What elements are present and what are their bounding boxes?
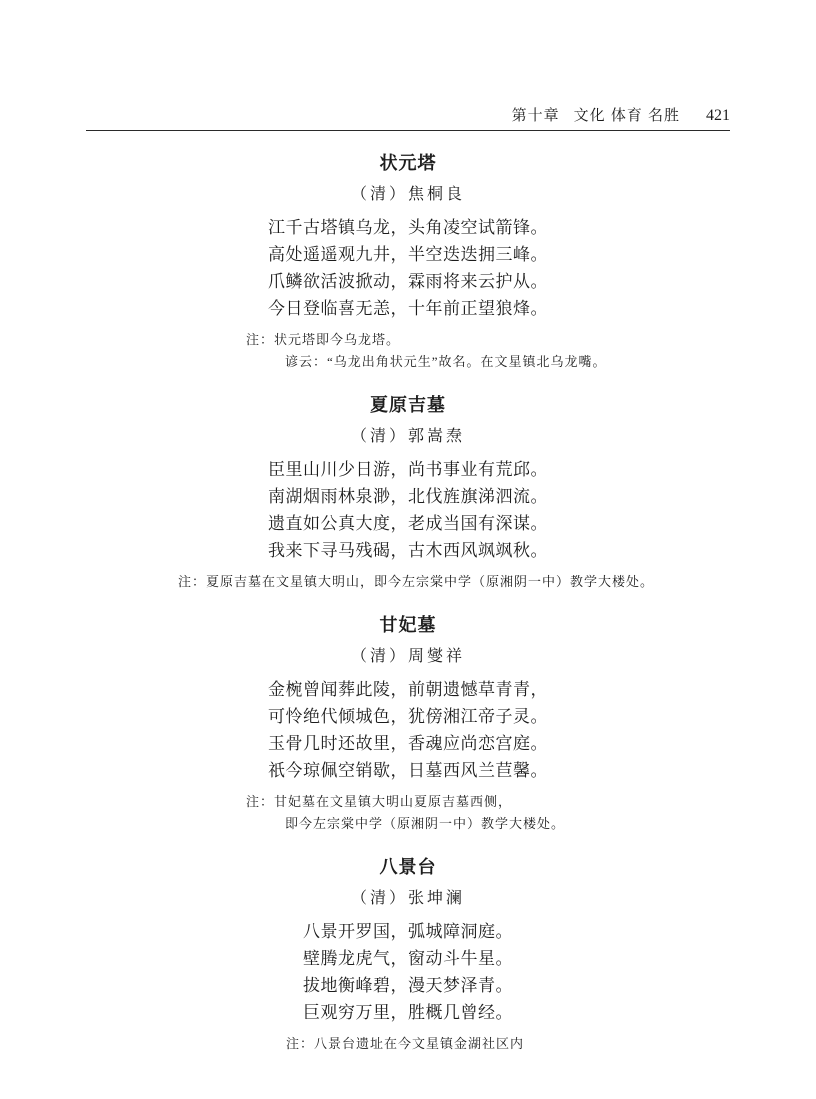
verse-line: 今日登临喜无恙，十年前正望狼烽。 <box>268 299 548 318</box>
verse-line: 臣里山川少日游，尚书事业有荒邱。 <box>268 460 548 479</box>
poem-author: （清）郭嵩焘 <box>350 428 465 445</box>
running-head-text <box>86 104 730 125</box>
poem-verse <box>86 214 730 322</box>
poem-section-xiayuanjimu <box>86 394 730 593</box>
note-line: 注：状元塔即今乌龙塔。 <box>246 332 401 347</box>
poem-verse <box>86 676 730 784</box>
poem-title: 甘妃墓 <box>379 615 437 635</box>
note-line: 注：甘妃墓在文星镇大明山夏原吉墓西侧， <box>246 794 513 809</box>
poem-notes <box>86 1033 730 1055</box>
poem-section-zhuangyuanta <box>86 152 730 373</box>
poem-verse <box>86 918 730 1026</box>
poem-author: （清）周燮祥 <box>350 648 465 665</box>
poem-author: （清）张坤澜 <box>350 890 465 907</box>
poem-section-bajingtai <box>86 856 730 1055</box>
poem-notes <box>86 791 730 835</box>
verse-line: 玉骨几时还故里，香魂应尚恋宫庭。 <box>268 734 548 753</box>
poem-verse <box>86 456 730 564</box>
verse-line: 巨观穷万里，胜概几曾经。 <box>303 1003 513 1022</box>
page-number: 421 <box>706 107 730 124</box>
verse-line: 拔地衡峰碧，漫天梦泽青。 <box>303 976 513 995</box>
note-line: 即今左宗棠中学（原湘阴一中）教学大楼处。 <box>285 816 566 831</box>
poem-notes <box>86 329 730 373</box>
verse-line: 高处遥遥观九井，半空迭迭拥三峰。 <box>268 245 548 264</box>
verse-line: 金椀曾闻葬此陵，前朝遗憾草青青， <box>268 680 548 699</box>
note-line: 注：八景台遗址在今文星镇金湖社区内 <box>286 1036 525 1051</box>
chapter-label: 第十章 <box>511 107 560 124</box>
poem-title: 状元塔 <box>379 153 437 173</box>
verse-line: 江千古塔镇乌龙，头角凌空试箭锋。 <box>268 218 548 237</box>
verse-line: 南湖烟雨林泉渺，北伐旌旗涕泗流。 <box>268 487 548 506</box>
running-head <box>86 0 730 131</box>
verse-line: 祇今琼佩空销歇，日墓西风兰苣馨。 <box>268 761 548 780</box>
poem-title: 夏原吉墓 <box>370 395 446 415</box>
verse-line: 八景开罗国，弧城障洞庭。 <box>303 922 513 941</box>
verse-line: 可怜绝代倾城色，犹傍湘江帝子灵。 <box>268 707 548 726</box>
poem-notes <box>86 571 730 593</box>
verse-line: 我来下寻马残碣，古木西风飒飒秋。 <box>268 541 548 560</box>
poem-author: （清）焦桐良 <box>350 186 465 203</box>
verse-line: 壁腾龙虎气，窗动斗牛星。 <box>303 949 513 968</box>
note-line: 注：夏原吉墓在文星镇大明山，即今左宗棠中学（原湘阴一中）教学大楼处。 <box>178 574 655 589</box>
header-rule <box>86 130 730 131</box>
verse-line: 遗直如公真大度，老成当国有深谋。 <box>268 514 548 533</box>
section-label: 文化 体育 名胜 <box>573 107 680 124</box>
note-line: 谚云：“乌龙出角状元生”故名。在文星镇北乌龙嘴。 <box>285 354 607 369</box>
poem-section-ganfeimu <box>86 614 730 835</box>
poem-title: 八景台 <box>379 857 437 877</box>
verse-line: 爪鳞欲活波掀动，霖雨将来云护从。 <box>268 272 548 291</box>
